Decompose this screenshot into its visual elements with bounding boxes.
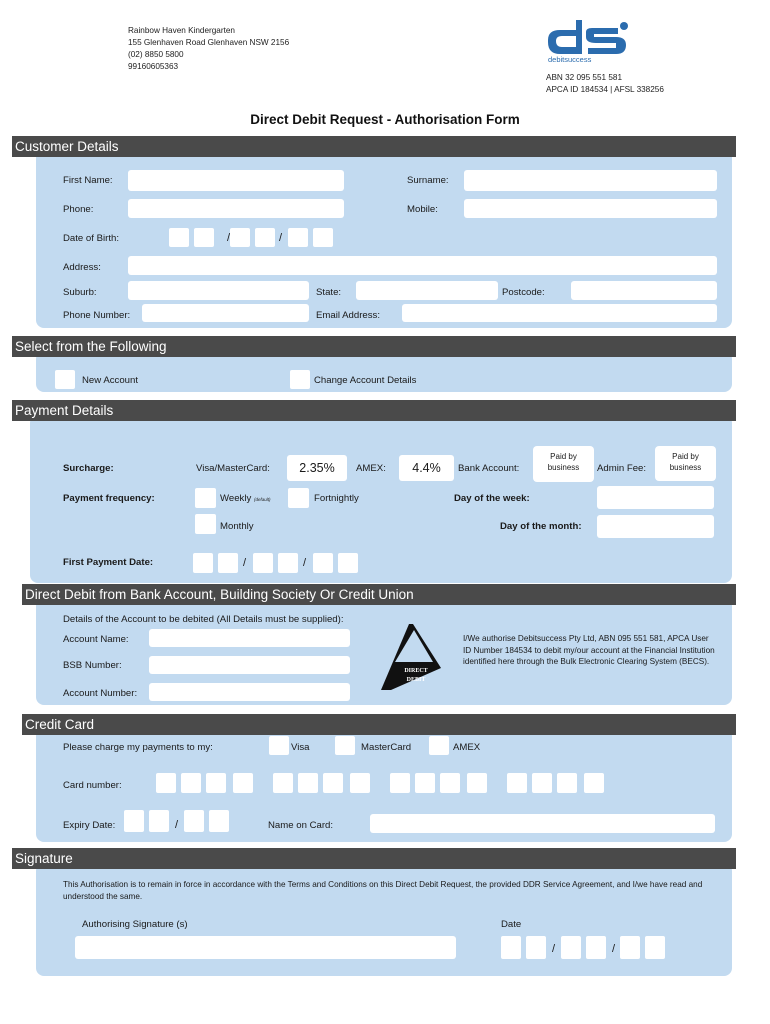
day-of-month-label: Day of the month:	[500, 521, 582, 532]
debitsuccess-logo	[546, 14, 632, 64]
dob-day-1[interactable]	[169, 228, 189, 247]
expiry-year-1[interactable]	[184, 810, 204, 832]
bank-authorisation: I/We authorise Debitsuccess Pty Ltd, ABN 095 551 581, APCA User ID Number 184534 to debit my/our account at the Financial Institution identified here through the Bulk Electronic Clearing System (BECS).	[463, 634, 715, 666]
card-digit-5[interactable]	[273, 773, 293, 793]
signature-slash-1: /	[552, 943, 556, 955]
account-number-label: Account Number:	[63, 688, 138, 699]
account-name-input[interactable]	[149, 629, 350, 647]
account-number-input[interactable]	[149, 683, 350, 701]
visa-mc-label: Visa/MasterCard:	[196, 463, 270, 474]
change-account-checkbox[interactable]	[290, 370, 310, 389]
visa-label: Visa	[291, 742, 310, 753]
signature-day-2[interactable]	[526, 936, 546, 959]
postcode-input[interactable]	[571, 281, 717, 300]
weekly-checkbox[interactable]	[195, 488, 216, 508]
payment-header: Payment Details	[12, 400, 736, 421]
fortnightly-checkbox[interactable]	[288, 488, 309, 508]
provider-abn: ABN 32 095 551 581	[546, 73, 623, 82]
first-name-input[interactable]	[128, 170, 344, 191]
signature-year-2[interactable]	[645, 936, 665, 959]
bank-account-label: Bank Account:	[458, 463, 520, 474]
expiry-year-2[interactable]	[209, 810, 229, 832]
account-name-label: Account Name:	[63, 634, 129, 645]
bank-header: Direct Debit from Bank Account, Building Society Or Credit Union	[22, 584, 736, 605]
fortnightly-label: Fortnightly	[314, 493, 359, 504]
change-account-label: Change Account Details	[314, 375, 417, 386]
day-of-week-label: Day of the week:	[454, 493, 530, 504]
frequency-label: Payment frequency:	[63, 493, 155, 504]
amex-surcharge: 4.4%	[399, 455, 454, 481]
select-header: Select from the Following	[12, 336, 736, 357]
address-input[interactable]	[128, 256, 717, 275]
card-digit-1[interactable]	[156, 773, 176, 793]
direct-debit-logo-line1: DIRECT	[404, 668, 428, 674]
day-of-week-input[interactable]	[597, 486, 714, 509]
first-payment-slash-2: /	[303, 557, 307, 569]
suburb-label: Suburb:	[63, 287, 97, 298]
direct-debit-logo	[381, 620, 451, 690]
card-header: Credit Card	[22, 714, 736, 735]
organisation-name: Rainbow Haven Kindergarten	[128, 26, 235, 35]
first-payment-month-1[interactable]	[253, 553, 273, 573]
signature-month-2[interactable]	[586, 936, 606, 959]
address-label: Address:	[63, 262, 101, 273]
first-payment-day-1[interactable]	[193, 553, 213, 573]
expiry-slash: /	[175, 819, 179, 831]
dob-label: Date of Birth:	[63, 233, 119, 244]
bank-intro: Details of the Account to be debited (All Details must be supplied):	[63, 614, 344, 625]
card-digit-14[interactable]	[532, 773, 552, 793]
suburb-input[interactable]	[128, 281, 309, 300]
state-label: State:	[316, 287, 342, 298]
first-payment-year-2[interactable]	[338, 553, 358, 573]
monthly-label: Monthly	[220, 521, 254, 532]
weekly-text: Weekly	[220, 493, 252, 504]
monthly-checkbox[interactable]	[195, 514, 216, 534]
first-payment-slash-1: /	[243, 557, 247, 569]
organisation-address: 155 Glenhaven Road Glenhaven NSW 2156	[128, 38, 290, 47]
card-digit-3[interactable]	[206, 773, 226, 793]
mobile-input[interactable]	[464, 199, 717, 218]
amex-card-label: AMEX	[453, 742, 481, 753]
weekly-label	[220, 493, 270, 506]
card-digit-4[interactable]	[233, 773, 253, 793]
first-payment-day-2[interactable]	[218, 553, 238, 573]
admin-fee	[655, 446, 716, 481]
expiry-month-2[interactable]	[149, 810, 169, 832]
organisation-details	[128, 25, 289, 73]
card-digit-13[interactable]	[507, 773, 527, 793]
bsb-label: BSB Number:	[63, 660, 122, 671]
amex-label: AMEX:	[356, 463, 386, 474]
surname-label: Surname:	[407, 175, 449, 186]
mastercard-checkbox[interactable]	[335, 736, 355, 755]
card-digit-10[interactable]	[415, 773, 435, 793]
signature-day-1[interactable]	[501, 936, 521, 959]
provider-apca: APCA ID 184534 | AFSL 338256	[546, 85, 664, 94]
signature-statement: This Authorisation is to remain in force in accordance with the Terms and Conditions on this Direct Debit Request, the provided DDR Service Agreement, and I/we have read and understood the same.	[63, 880, 703, 901]
amex-checkbox[interactable]	[429, 736, 449, 755]
direct-debit-logo-line2: DEBIT	[406, 677, 426, 683]
card-number-label: Card number:	[63, 780, 122, 791]
phone-label: Phone:	[63, 204, 94, 215]
form-title: Direct Debit Request - Authorisation Form	[250, 112, 520, 127]
authorising-signature-label: Authorising Signature (s)	[82, 919, 188, 930]
organisation-phone: (02) 8850 5800	[128, 50, 184, 59]
bank-account-fee	[533, 446, 594, 482]
dob-month-1[interactable]	[230, 228, 250, 247]
card-digit-11[interactable]	[440, 773, 460, 793]
dob-year-2[interactable]	[313, 228, 333, 247]
customer-details-header: Customer Details	[12, 136, 736, 157]
name-on-card-input[interactable]	[370, 814, 715, 833]
card-digit-16[interactable]	[584, 773, 604, 793]
phone-number-label: Phone Number:	[63, 310, 131, 321]
dob-day-2[interactable]	[194, 228, 214, 247]
surname-input[interactable]	[464, 170, 717, 191]
postcode-label: Postcode:	[502, 287, 545, 298]
signature-date-label: Date	[501, 919, 522, 930]
bank-paid-line1: Paid by	[550, 452, 577, 461]
admin-fee-label: Admin Fee:	[597, 463, 647, 474]
card-digit-7[interactable]	[323, 773, 343, 793]
provider-details	[546, 72, 664, 96]
card-digit-8[interactable]	[350, 773, 370, 793]
organisation-reference: 99160605363	[128, 62, 179, 71]
dob-slash-2: /	[279, 232, 283, 244]
logo-text: debitsuccess	[548, 55, 592, 64]
signature-year-1[interactable]	[620, 936, 640, 959]
expiry-month-1[interactable]	[124, 810, 144, 832]
email-label: Email Address:	[316, 310, 380, 321]
signature-month-1[interactable]	[561, 936, 581, 959]
dob-slash-1: /	[227, 232, 231, 244]
mobile-label: Mobile:	[407, 204, 438, 215]
weekly-default-note: (default)	[253, 497, 271, 502]
day-of-month-input[interactable]	[597, 515, 714, 538]
dob-month-2[interactable]	[255, 228, 275, 247]
dob-year-1[interactable]	[288, 228, 308, 247]
new-account-checkbox[interactable]	[55, 370, 75, 389]
bsb-input[interactable]	[149, 656, 350, 674]
phone-number-input[interactable]	[142, 304, 309, 322]
visa-mc-surcharge: 2.35%	[287, 455, 347, 481]
name-on-card-label: Name on Card:	[268, 820, 334, 831]
card-digit-12[interactable]	[467, 773, 487, 793]
state-input[interactable]	[356, 281, 498, 300]
admin-paid-line1: Paid by	[672, 452, 699, 461]
new-account-label: New Account	[82, 375, 138, 386]
expiry-label: Expiry Date:	[63, 820, 116, 831]
signature-input[interactable]	[75, 936, 456, 959]
mastercard-label: MasterCard	[361, 742, 412, 753]
phone-input[interactable]	[128, 199, 344, 218]
visa-checkbox[interactable]	[269, 736, 289, 755]
charge-label: Please charge my payments to my:	[63, 742, 213, 753]
first-payment-month-2[interactable]	[278, 553, 298, 573]
signature-slash-2: /	[612, 943, 616, 955]
signature-header: Signature	[12, 848, 736, 869]
email-input[interactable]	[402, 304, 717, 322]
first-name-label: First Name:	[63, 175, 113, 186]
card-digit-9[interactable]	[390, 773, 410, 793]
surcharge-label: Surcharge:	[63, 463, 114, 474]
card-digit-2[interactable]	[181, 773, 201, 793]
first-payment-label: First Payment Date:	[63, 557, 154, 568]
card-digit-15[interactable]	[557, 773, 577, 793]
admin-paid-line2: business	[669, 463, 702, 472]
first-payment-year-1[interactable]	[313, 553, 333, 573]
bank-paid-line2: business	[547, 463, 580, 472]
card-digit-6[interactable]	[298, 773, 318, 793]
